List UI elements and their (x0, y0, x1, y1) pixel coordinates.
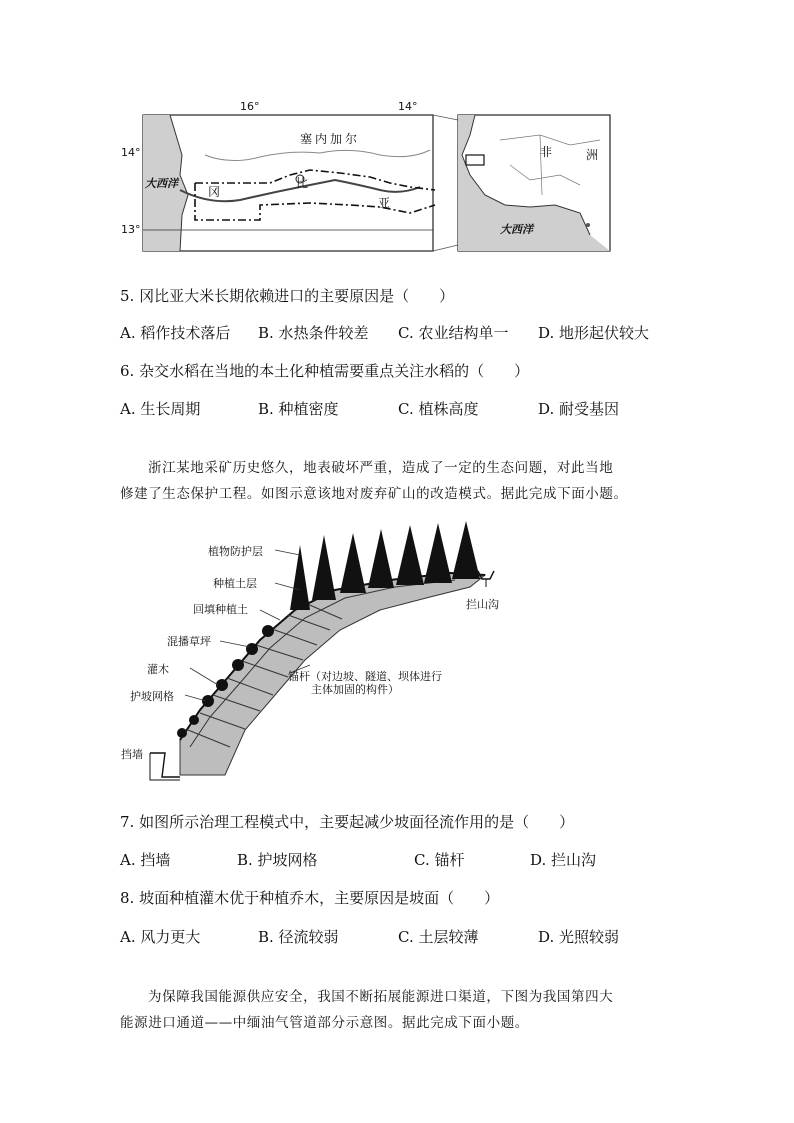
label-anchor-line-1: 锚杆（对边坡、隧道、坝体进行 (288, 670, 442, 683)
q6-option-c: C. 植株高度 (398, 400, 479, 418)
gambia-label-mid: 比 (296, 176, 309, 190)
senegal-label: 塞内加尔 (300, 132, 361, 146)
q6-option-b: B. 种植密度 (258, 400, 339, 418)
q7-option-a: A. 挡墙 (120, 851, 171, 869)
label-soil-layer: 种植土层 (213, 577, 257, 590)
gambia-map (110, 95, 620, 255)
question-7-stem: 7. 如图所示治理工程模式中，主要起减少坡面径流作用的是（ ） (120, 813, 575, 831)
q6-option-d: D. 耐受基因 (538, 400, 620, 418)
label-backfill: 回填种植土 (193, 603, 248, 616)
latitude-13-label: 13° (121, 223, 141, 236)
gambia-label-right: 亚 (378, 196, 391, 210)
q7-option-b: B. 护坡网格 (237, 851, 318, 869)
latitude-14-label: 14° (121, 146, 141, 159)
q5-option-b: B. 水热条件较差 (258, 324, 369, 342)
question-6-stem: 6. 杂交水稻在当地的本土化种植需要重点关注水稻的（ ） (120, 362, 530, 380)
passage-3-line-2: 能源进口通道——中缅油气管道部分示意图。据此完成下面小题。 (120, 1015, 529, 1031)
q8-option-d: D. 光照较弱 (538, 928, 620, 946)
longitude-14-label: 14° (398, 100, 418, 113)
q8-option-b: B. 径流较弱 (258, 928, 339, 946)
passage-2-line-1: 浙江某地采矿历史悠久，地表破坏严重，造成了一定的生态问题，对此当地 (148, 460, 614, 476)
question-5-stem: 5. 冈比亚大米长期依赖进口的主要原因是（ ） (120, 287, 455, 305)
label-wall: 挡墙 (121, 748, 143, 761)
africa-label-a: 非 (540, 145, 553, 159)
label-grid: 护坡网格 (130, 690, 174, 703)
q7-option-c: C. 锚杆 (414, 851, 465, 869)
q7-option-d: D. 拦山沟 (530, 851, 597, 869)
q8-option-a: A. 风力更大 (120, 928, 201, 946)
longitude-16-label: 16° (240, 100, 260, 113)
passage-2-line-2: 修建了生态保护工程。如图示意该地对废弃矿山的改造模式。据此完成下面小题。 (120, 486, 628, 502)
q6-option-a: A. 生长周期 (120, 400, 201, 418)
label-ditch: 拦山沟 (466, 598, 499, 611)
q5-option-a: A. 稻作技术落后 (120, 324, 231, 342)
slope-diagram (110, 515, 530, 785)
label-grass: 混播草坪 (167, 635, 211, 648)
passage-3-line-1: 为保障我国能源供应安全，我国不断拓展能源进口渠道，下图为我国第四大 (148, 989, 614, 1005)
atlantic-inset-label: 大西洋 (500, 223, 533, 236)
atlantic-label: 大西洋 (145, 177, 178, 190)
label-plant-layer: 植物防护层 (208, 545, 263, 558)
question-8-stem: 8. 坡面种植灌木优于种植乔木，主要原因是坡面（ ） (120, 889, 500, 907)
label-shrub: 灌木 (147, 663, 169, 676)
q5-option-c: C. 农业结构单一 (398, 324, 509, 342)
gambia-label-left: 冈 (208, 185, 221, 199)
label-anchor-line-2: 主体加固的构件） (311, 683, 399, 696)
africa-label-b: 洲 (586, 148, 599, 162)
q5-option-d: D. 地形起伏较大 (538, 324, 650, 342)
q8-option-c: C. 土层较薄 (398, 928, 479, 946)
